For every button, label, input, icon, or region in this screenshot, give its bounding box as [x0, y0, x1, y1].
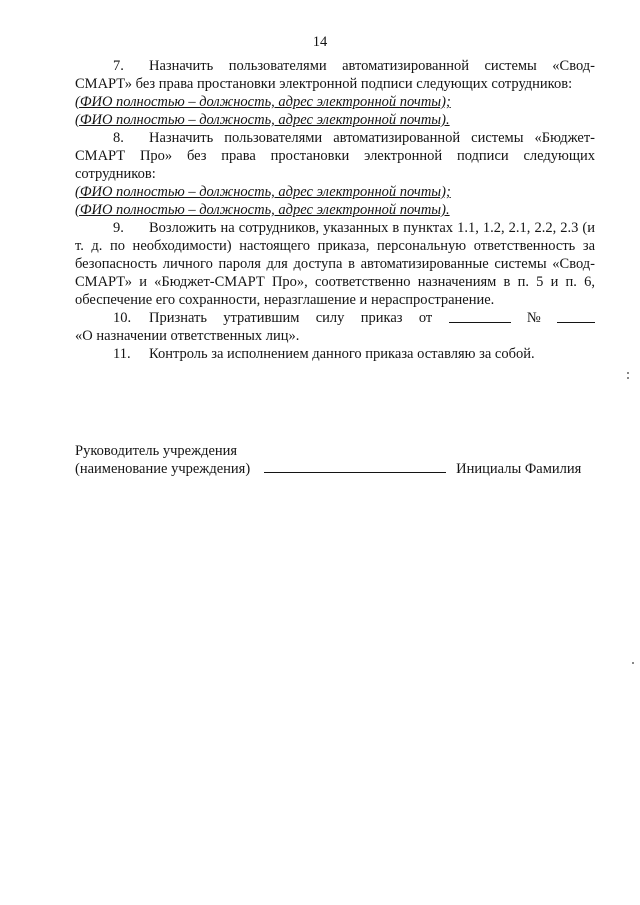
placeholder-line: (ФИО полностью – должность, адрес электронной почты). — [75, 202, 450, 218]
paragraph-text: утратившим — [223, 310, 300, 326]
paragraph-number: 10. — [113, 310, 132, 326]
scan-speck — [627, 372, 629, 374]
paragraph-text: Контроль за исполнением данного приказа оставляю за собой. — [149, 346, 535, 362]
scan-speck — [627, 377, 629, 379]
placeholder-line: (ФИО полностью – должность, адрес электронной почты); — [75, 94, 451, 110]
placeholder-line: (ФИО полностью – должность, адрес электронной почты); — [75, 184, 451, 200]
organization-name: (наименование учреждения) — [75, 461, 251, 477]
date-blank-line — [449, 309, 511, 323]
placeholder-line: (ФИО полностью – должность, адрес электронной почты). — [75, 112, 450, 128]
signature-row — [75, 460, 595, 478]
paragraph-11 — [75, 345, 595, 363]
document-body — [75, 57, 595, 363]
paragraph-text: Признать — [149, 310, 207, 326]
paragraph-number: 11. — [113, 346, 131, 362]
paragraph-10-line2: «О назначении ответственных лиц». — [75, 328, 300, 344]
paragraph-number: 7. — [113, 58, 124, 74]
paragraph-text: от — [418, 310, 433, 326]
signatory-title: Руководитель учреждения — [75, 443, 238, 459]
paragraph-text: Назначить пользователями автоматизированной системы «Бюджет-СМАРТ Про» без права простановки электронной подписи следующих сотрудников: — [75, 130, 595, 182]
paragraph-8 — [75, 129, 595, 183]
signature-blank-line — [264, 460, 446, 473]
paragraph-7 — [75, 57, 595, 93]
paragraph-10-lead — [75, 309, 207, 327]
paragraph-text: Возложить на сотрудников, указанных в пунктах 1.1, 1.2, 2.1, 2.2, 2.3 (и т. д. по необходимости) настоящего приказа, персональную ответственность за безопасность личного пароля для доступа в автоматизированные системы «Свод-СМАРТ» и «Бюджет-СМАРТ Про», соответственно назначениям в п. 5 и п. 6, обеспечение его сохранности, неразглашение и нераспространение. — [75, 220, 595, 308]
paragraph-number: 9. — [113, 220, 124, 236]
number-sign: № — [526, 310, 541, 326]
paragraph-number: 8. — [113, 130, 124, 146]
scan-speck — [632, 662, 634, 664]
paragraph-9 — [75, 219, 595, 309]
paragraph-text: Назначить пользователями автоматизированной системы «Свод-СМАРТ» без права простановки электронной подписи следующих сотрудников: — [75, 58, 595, 92]
page-number: 14 — [312, 34, 328, 50]
paragraph-text: силу — [315, 310, 345, 326]
paragraph-10 — [75, 309, 595, 327]
paragraph-text: приказ — [360, 310, 403, 326]
signature-block — [75, 442, 595, 478]
number-blank-line — [557, 309, 595, 323]
signatory-name: Инициалы Фамилия — [456, 461, 582, 477]
